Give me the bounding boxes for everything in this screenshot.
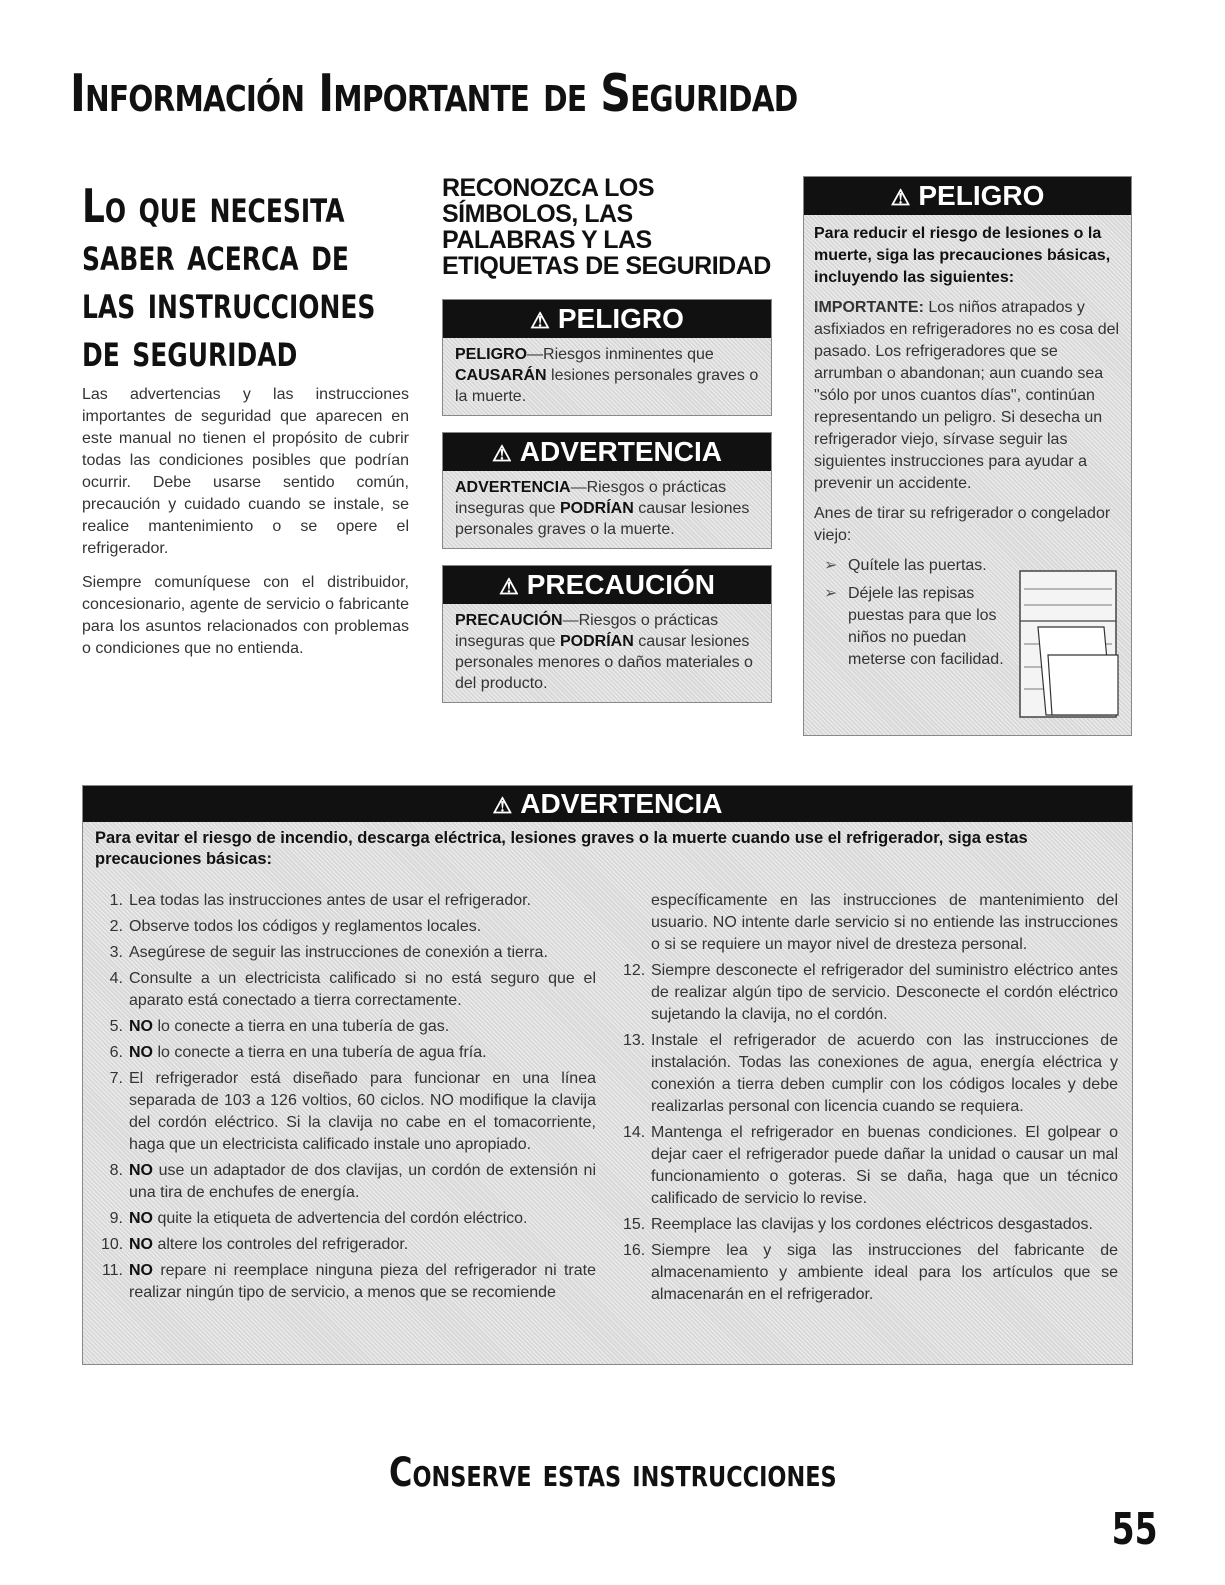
- page-title: Información Importante de Seguridad: [70, 64, 798, 124]
- warning-triangle-icon: ⚠: [890, 185, 911, 210]
- warning-triangle-icon: ⚠: [530, 308, 550, 333]
- list-item-number: 15.: [623, 1216, 646, 1233]
- list-item: específicamente en las instrucciones de mantenimiento del usuario. NO intente darle servicio si no entiende las instrucciones o si se requiere un mayor nivel de dresteza personal.: [651, 892, 1118, 953]
- open-refrigerator-illustration: [1016, 569, 1120, 719]
- advertencia-warning-box: [82, 785, 1133, 1365]
- list-item: 5. NO lo conecte a tierra en una tubería de gas.: [101, 1016, 596, 1038]
- list-item: 14. Mantenga el refrigerador en buenas condiciones. El golpear o dejar caer el refrigerador puede dañar la unidad o causar un mal funcionamiento o goteras. Si se daña, haga que un técnico calificado de servicio lo revise.: [623, 1124, 1118, 1207]
- list-item: 8. NO use un adaptador de dos clavijas, un cordón de extensión ni una tira de enchufes de energía.: [101, 1160, 596, 1204]
- warning-triangle-icon: ⚠: [492, 793, 513, 818]
- warning-lead: Para evitar el riesgo de incendio, descarga eléctrica, lesiones graves o la muerte cuando use el refrigerador, siga estas precauciones básicas:: [95, 829, 1028, 868]
- precaucion-bar: ⚠ PRECAUCIÓN: [443, 566, 771, 604]
- advertencia-bar: ⚠ ADVERTENCIA: [443, 433, 771, 471]
- list-item-number: 12.: [623, 962, 646, 979]
- list-item: ➢ Déjele las repisas puestas para que los niños no puedan meterse con facilidad.: [824, 585, 1004, 668]
- list-item-number: 5.: [109, 1018, 123, 1035]
- list-item: 15. Reemplace las clavijas y los cordones eléctricos desgastados.: [623, 1214, 1118, 1236]
- entrapment-before: Anes de tirar su refrigerador o congelador viejo:: [814, 505, 1111, 544]
- warning-triangle-icon: ⚠: [499, 574, 519, 599]
- list-item-number: 3.: [109, 944, 123, 961]
- list-item: 10. NO altere los controles del refrigerador.: [101, 1234, 596, 1256]
- precaucion-definition: PRECAUCIÓN—Riesgos o prácticas inseguras que PODRÍAN causar lesiones personales menores o daños materiales o del producto.: [443, 604, 771, 702]
- list-item-number: 7.: [109, 1070, 123, 1087]
- list-item: 3. Asegúrese de seguir las instrucciones de conexión a tierra.: [101, 942, 596, 964]
- child-entrapment-box: [803, 176, 1132, 736]
- symbols-heading: RECONOZCA LOS SÍMBOLOS, LAS PALABRAS Y LAS ETIQUETAS DE SEGURIDAD: [442, 174, 771, 280]
- list-item: 7. El refrigerador está diseñado para funcionar en una línea separada de 103 a 126 voltios, 60 ciclos. NO modifique la clavija del cordón eléctrico. Si la clavija no cabe en el tomacorriente, haga que un electricista calificado instale uno apropiado.: [101, 1068, 596, 1156]
- precaucion-box: [442, 565, 772, 703]
- intro-heading: Lo que necesita saber acerca de las instrucciones de seguridad: [82, 179, 376, 377]
- list-item-number: 6.: [109, 1044, 123, 1061]
- list-item-number: 11.: [101, 1262, 123, 1279]
- list-item-number: 9.: [109, 1210, 123, 1227]
- advertencia-definition: ADVERTENCIA—Riesgos o prácticas inseguras que PODRÍAN causar lesiones personales graves o la muerte.: [443, 471, 771, 548]
- peligro-box: [442, 299, 772, 416]
- list-item: 9. NO quite la etiqueta de advertencia del cordón eléctrico.: [101, 1208, 596, 1230]
- list-item-number: 14.: [623, 1124, 646, 1141]
- list-item: 12. Siempre desconecte el refrigerador del suministro eléctrico antes de realizar algún tipo de servicio. Desconecte el cordón eléctrico sujetando la clavija, no el cordón.: [623, 962, 1118, 1023]
- list-item: 16. Siempre lea y siga las instrucciones del fabricante de almacenamiento y ambiente ideal para los artículos que se almacenarán en el refrigerador.: [623, 1242, 1118, 1303]
- list-item-number: 16.: [623, 1242, 646, 1259]
- arrow-bullet-icon: ➢: [824, 585, 838, 602]
- footer-heading: Conserve estas instrucciones: [388, 1450, 837, 1496]
- intro-section: [82, 179, 409, 672]
- page-number: 55: [1111, 1504, 1158, 1555]
- list-item: 1. Lea todas las instrucciones antes de usar el refrigerador.: [101, 890, 596, 912]
- list-item: ➢ Quítele las puertas.: [824, 555, 1013, 577]
- symbols-section: [442, 175, 772, 719]
- list-item-number: 10.: [101, 1236, 124, 1253]
- list-item: 2. Observe todos los códigos y reglamentos locales.: [101, 916, 596, 938]
- list-item-number: 1.: [109, 892, 123, 909]
- list-item: 13. Instale el refrigerador de acuerdo con las instrucciones de instalación. Todas las conexiones de agua, energía eléctrica y conexión a tierra deben cumplir con los códigos locales y debe realizarlas personal con licencia cuando se requiera.: [623, 1032, 1118, 1115]
- list-item: 6. NO lo conecte a tierra en una tubería de agua fría.: [101, 1042, 596, 1064]
- list-item-number: 13.: [623, 1032, 646, 1049]
- entrapment-lead: Para reducir el riesgo de lesiones o la muerte, siga las precauciones básicas, incluyendo las siguientes:: [814, 225, 1111, 286]
- list-item: 4. Consulte a un electricista calificado si no está seguro que el aparato está conectado a tierra correctamente.: [101, 968, 596, 1012]
- advertencia-bar: ⚠ ADVERTENCIA: [83, 786, 1132, 822]
- list-item: 11. NO repare ni reemplace ninguna pieza del refrigerador ni trate realizar ningún tipo de servicio, a menos que se recomiende: [101, 1262, 596, 1301]
- arrow-bullet-icon: ➢: [824, 557, 838, 574]
- list-item-number: 2.: [109, 918, 123, 935]
- warning-list-right: [623, 890, 1118, 1310]
- warning-triangle-icon: ⚠: [492, 441, 512, 466]
- advertencia-box: [442, 432, 772, 549]
- entrapment-important: IMPORTANTE: Los niños atrapados y asfixiados en refrigeradores no es cosa del pasado. Los refrigeradores que se arrumban o abandonan; aun cuando sea "sólo por unos cuantos días", continúan representando un peligro. Si desecha un refrigerador viejo, sírvase seguir las siguientes instrucciones para ayudar a prevenir un accidente.: [814, 299, 1120, 492]
- peligro-definition: PELIGRO—Riesgos inminentes que CAUSARÁN lesiones personales graves o la muerte.: [443, 338, 771, 415]
- peligro-bar: ⚠ PELIGRO: [443, 300, 771, 338]
- list-item-number: 8.: [109, 1162, 123, 1179]
- peligro-bar: ⚠ PELIGRO: [804, 177, 1131, 215]
- warning-list-left: [101, 890, 596, 1308]
- intro-paragraph-2: Siempre comuníquese con el distribuidor, concesionario, agente de servicio o fabricante para los asuntos relacionados con problemas o condiciones que no entienda.: [82, 574, 409, 657]
- intro-paragraph-1: Las advertencias y las instrucciones importantes de seguridad que aparecen en este manual no tienen el propósito de cubrir todas las condiciones posibles que podrían ocurrir. Debe usarse sentido común, precaución y cuidado cuando se instale, se realice mantenimiento o se opere el refrigerador.: [82, 386, 409, 557]
- list-item-number: 4.: [109, 970, 123, 987]
